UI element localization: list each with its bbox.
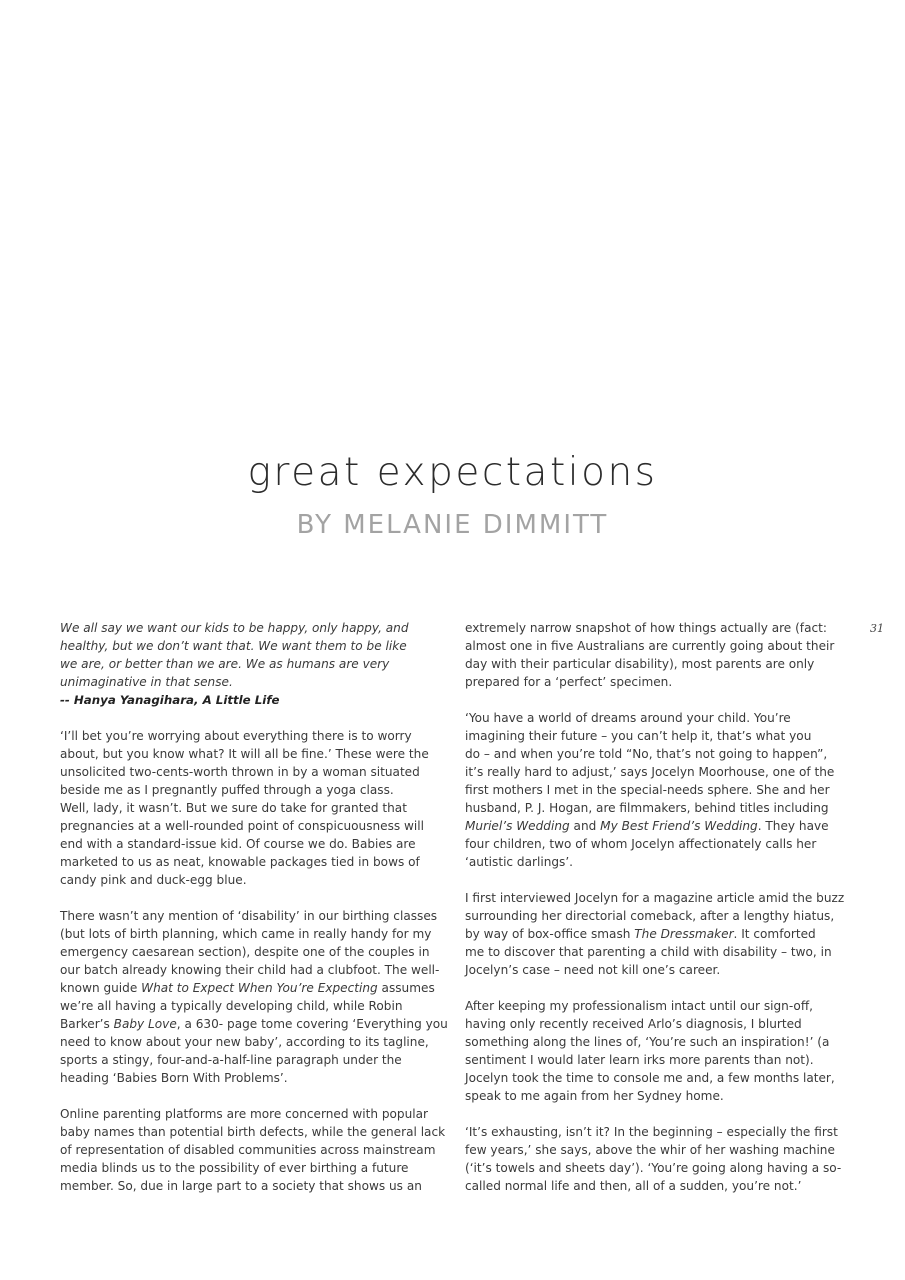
text-line: of representation of disabled communities across mainstream (60, 1143, 436, 1157)
text-line: pregnancies at a well-rounded point of conspicuousness will (60, 819, 425, 833)
paragraph (465, 997, 850, 1105)
text-line: we’re all having a typically developing child, while Robin (60, 999, 403, 1013)
text-line: I first interviewed Jocelyn for a magazine article amid the buzz (465, 891, 845, 905)
text-line: few years,’ she says, above the whir of her washing machine (465, 1143, 835, 1157)
article-title: great expectations (247, 450, 658, 495)
text-line: emergency caesarean section), despite one of the couples in (60, 945, 430, 959)
text-line: we are, or better than we are. We as humans are very (60, 657, 390, 671)
text-line: surrounding her directorial comeback, after a lengthy hiatus, (465, 909, 835, 923)
text-line: baby names than potential birth defects, while the general lack (60, 1125, 446, 1139)
text-line: first mothers I met in the special-needs sphere. She and her (465, 783, 830, 797)
text-line: ‘You have a world of dreams around your child. You’re (465, 711, 791, 725)
text-line: Jocelyn took the time to console me and, a few months later, (465, 1071, 835, 1085)
text-line: ‘autistic darlings’. (465, 855, 574, 869)
paragraph (60, 1105, 445, 1195)
paragraph (465, 889, 850, 979)
text-line: prepared for a ‘perfect’ specimen. (465, 675, 673, 689)
text-line: member. So, due in large part to a society that shows us an (60, 1179, 422, 1193)
text-line: do – and when you’re told “No, that’s not going to happen”, (465, 747, 828, 761)
text-line: sports a stingy, four-and-a-half-line paragraph under the (60, 1053, 402, 1067)
text-line: Well, lady, it wasn’t. But we sure do take for granted that (60, 801, 407, 815)
author-byline: BY MELANIE DIMMITT (296, 510, 609, 540)
text-line: unsolicited two-cents-worth thrown in by a woman situated (60, 765, 420, 779)
text-line: candy pink and duck-egg blue. (60, 873, 247, 887)
text-line: me to discover that parenting a child with disability – two, in (465, 945, 832, 959)
right-column (465, 619, 850, 1195)
text-line: something along the lines of, ‘You’re such an inspiration!’ (a (465, 1035, 830, 1049)
text-line: having only recently received Arlo’s diagnosis, I blurted (465, 1017, 802, 1031)
paragraph (465, 709, 850, 871)
text-line: husband, P. J. Hogan, are filmmakers, behind titles including (465, 801, 829, 815)
text-line: end with a standard-issue kid. Of course we do. Babies are (60, 837, 416, 851)
film-title: The Dressmaker (634, 927, 734, 941)
text-line: Muriel’s Wedding and My Best Friend’s Wedding. They have (465, 819, 829, 833)
film-title: Muriel’s Wedding (465, 819, 570, 833)
text-line: about, but you know what? It will all be fine.’ These were the (60, 747, 429, 761)
text-line: Online parenting platforms are more concerned with popular (60, 1107, 428, 1121)
text-line: by way of box-office smash The Dressmaker. It comforted (465, 927, 816, 941)
text-line: sentiment I would later learn irks more parents than not). (465, 1053, 814, 1067)
text-line: ‘I’ll bet you’re worrying about everything there is to worry (60, 729, 412, 743)
epigraph-quote (60, 619, 445, 691)
text-line: speak to me again from her Sydney home. (465, 1089, 724, 1103)
text-line: ‘It’s exhausting, isn’t it? In the beginning – especially the first (465, 1125, 838, 1139)
text-line: (‘it’s towels and sheets day’). ‘You’re going along having a so- (465, 1161, 842, 1175)
text-line: After keeping my professionalism intact until our sign-off, (465, 999, 814, 1013)
text-line: almost one in five Australians are currently going about their (465, 639, 835, 653)
text-line: unimaginative in that sense. (60, 675, 233, 689)
text-line: called normal life and then, all of a sudden, you’re not.’ (465, 1179, 802, 1193)
text-line: media blinds us to the possibility of ever birthing a future (60, 1161, 409, 1175)
text-line: There wasn’t any mention of ‘disability’ in our birthing classes (60, 909, 438, 923)
text-line: four children, two of whom Jocelyn affectionately calls her (465, 837, 817, 851)
text-line: day with their particular disability), most parents are only (465, 657, 815, 671)
book-title: What to Expect When You’re Expecting (141, 981, 378, 995)
text-line: our batch already knowing their child had a clubfoot. The well- (60, 963, 440, 977)
text-line: Jocelyn’s case – need not kill one’s career. (465, 963, 721, 977)
text-line: known guide What to Expect When You’re Expecting assumes (60, 981, 435, 995)
text-line: Barker’s Baby Love, a 630- page tome covering ‘Everything you (60, 1017, 448, 1031)
text-line: healthy, but we don’t want that. We want them to be like (60, 639, 407, 653)
epigraph-attribution: -- Hanya Yanagihara, A Little Life (60, 693, 280, 707)
paragraph (465, 619, 850, 691)
text-line: We all say we want our kids to be happy, only happy, and (60, 621, 409, 635)
film-title: My Best Friend’s Wedding (600, 819, 758, 833)
paragraph (60, 907, 448, 1087)
page-number: 31 (870, 622, 884, 635)
text-line: heading ‘Babies Born With Problems’. (60, 1071, 288, 1085)
left-column (60, 619, 448, 1195)
text-line: imagining their future – you can’t help it, that’s what you (465, 729, 812, 743)
text-line: (but lots of birth planning, which came in really handy for my (60, 927, 432, 941)
text-line: marketed to us as neat, knowable packages tied in bows of (60, 855, 420, 869)
book-title: Baby Love (113, 1017, 177, 1031)
text-line: need to know about your new baby’, according to its tagline, (60, 1035, 429, 1049)
text-line: it’s really hard to adjust,’ says Jocelyn Moorhouse, one of the (465, 765, 835, 779)
text-line: extremely narrow snapshot of how things actually are (fact: (465, 621, 827, 635)
text-line: beside me as I pregnantly puffed through a yoga class. (60, 783, 394, 797)
paragraph (465, 1123, 850, 1195)
paragraph (60, 727, 445, 889)
